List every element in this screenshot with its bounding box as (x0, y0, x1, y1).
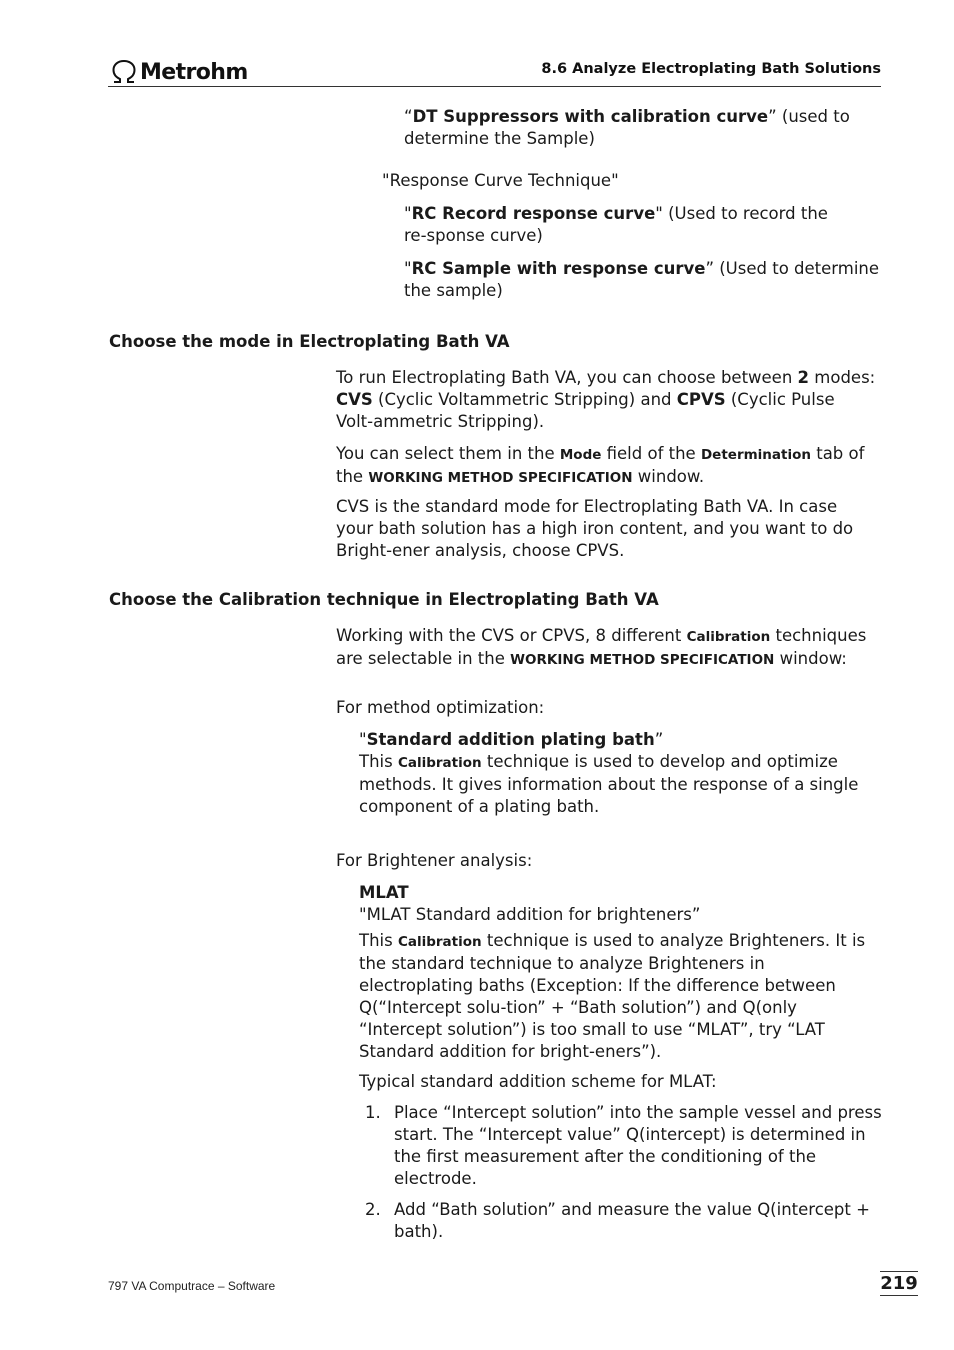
step-number: 2. (365, 1200, 381, 1219)
metrohm-logo (110, 58, 248, 86)
dt-suppressors-item (404, 106, 874, 150)
step-text: Add “Bath solution” and measure the value Q(intercept + bath). (394, 1200, 870, 1241)
mode-section-heading: Choose the mode in Electroplating Bath VA (109, 332, 510, 351)
quote: " (359, 730, 367, 749)
cvs-term: CVS (336, 390, 373, 409)
mode-paragraph-1 (336, 367, 876, 433)
section-header-title: 8.6 Analyze Electroplating Bath Solutions (541, 61, 881, 77)
mlat-title: MLAT (359, 883, 409, 902)
calibration-ref: Calibration (397, 934, 482, 950)
calibration-ref: Calibration (686, 629, 771, 645)
step-text: Place “Intercept solution” into the sample vessel and press start. The “Intercept value” Q(intercept) is determined in the first measurement after the conditioning of the electrode. (394, 1103, 882, 1188)
text: technique is used to analyze Brighteners. It is the standard technique to analyze Brighteners in electroplating baths (Exception: If the difference between Q(“Intercept solu-tion” + “Bath solution”) and Q(only “Intercept solution”) is too small to use “MLAT”, try “LAT Standard addition for bright-eners”). (359, 931, 866, 1061)
quote: " (404, 259, 412, 278)
standard-addition-term: Standard addition plating bath (366, 730, 655, 749)
rc-sample-desc: ” (Used to determine the sample) (404, 259, 880, 300)
omega-icon (110, 59, 138, 85)
text: tab of the (336, 444, 865, 486)
mode-count: 2 (797, 368, 810, 387)
text: (Cyclic Pulse Volt-ammetric Stripping). (336, 390, 835, 431)
brand-name: Metrohm (140, 59, 248, 85)
text: Working with the CVS or CPVS, 8 different (336, 626, 687, 645)
text: window: (774, 649, 847, 668)
mlat-description (359, 930, 883, 1063)
text: modes: (809, 368, 876, 387)
cpvs-term: CPVS (676, 390, 726, 409)
optimization-label: For method optimization: (336, 698, 545, 717)
rc-record-item (404, 203, 854, 247)
steps-list (359, 1102, 883, 1252)
calibration-paragraph-1 (336, 625, 876, 671)
scheme-label: Typical standard addition scheme for MLAT: (359, 1072, 717, 1091)
dt-suppressors-desc: ” (used to determine the Sample) (404, 107, 850, 148)
rc-sample-item (404, 258, 882, 302)
mode-paragraph-2 (336, 443, 876, 489)
determination-tab-ref: Determination (700, 447, 811, 463)
page-number: 219 (880, 1273, 918, 1294)
quote: ” (654, 730, 664, 749)
text: window. (632, 467, 705, 486)
rc-record-desc: " (Used to record the re-sponse curve) (404, 204, 828, 245)
text: This (359, 752, 398, 771)
dt-suppressors-term: DT Suppressors with calibration curve (412, 107, 769, 126)
text: technique is used to develop and optimize methods. It gives information about the response of a single component of a plating bath. (359, 752, 859, 816)
header-divider (108, 86, 881, 87)
calibration-ref: Calibration (397, 755, 482, 771)
list-item (359, 1199, 883, 1243)
footer-product: 797 VA Computrace – Software (108, 1279, 276, 1293)
text: This (359, 931, 398, 950)
mode-field-ref: Mode (559, 447, 602, 463)
text: (Cyclic Voltammetric Stripping) and (372, 390, 677, 409)
brightener-label: For Brightener analysis: (336, 851, 533, 870)
quote: " (404, 204, 412, 223)
rc-record-term: RC Record response curve (411, 204, 656, 223)
text: techniques are selectable in the (336, 626, 867, 668)
calibration-section-heading: Choose the Calibration technique in Electroplating Bath VA (109, 590, 659, 609)
response-curve-label: "Response Curve Technique" (382, 171, 619, 190)
text: You can select them in the (336, 444, 560, 463)
window-ref: WORKING METHOD SPECIFICATION (368, 470, 633, 486)
text: field of the (601, 444, 701, 463)
standard-addition-description (359, 751, 859, 818)
mode-paragraph-3: CVS is the standard mode for Electroplating Bath VA. In case your bath solution has a high iron content, and you want to do Bright-ener analysis, choose CPVS. (336, 497, 854, 560)
standard-addition-title (359, 729, 663, 751)
window-ref: WORKING METHOD SPECIFICATION (510, 652, 775, 668)
rc-sample-term: RC Sample with response curve (411, 259, 706, 278)
list-item (359, 1102, 883, 1190)
text: To run Electroplating Bath VA, you can choose between (336, 368, 798, 387)
quote: “ (404, 107, 413, 126)
mlat-name: "MLAT Standard addition for brighteners” (359, 905, 701, 924)
step-number: 1. (365, 1103, 381, 1122)
